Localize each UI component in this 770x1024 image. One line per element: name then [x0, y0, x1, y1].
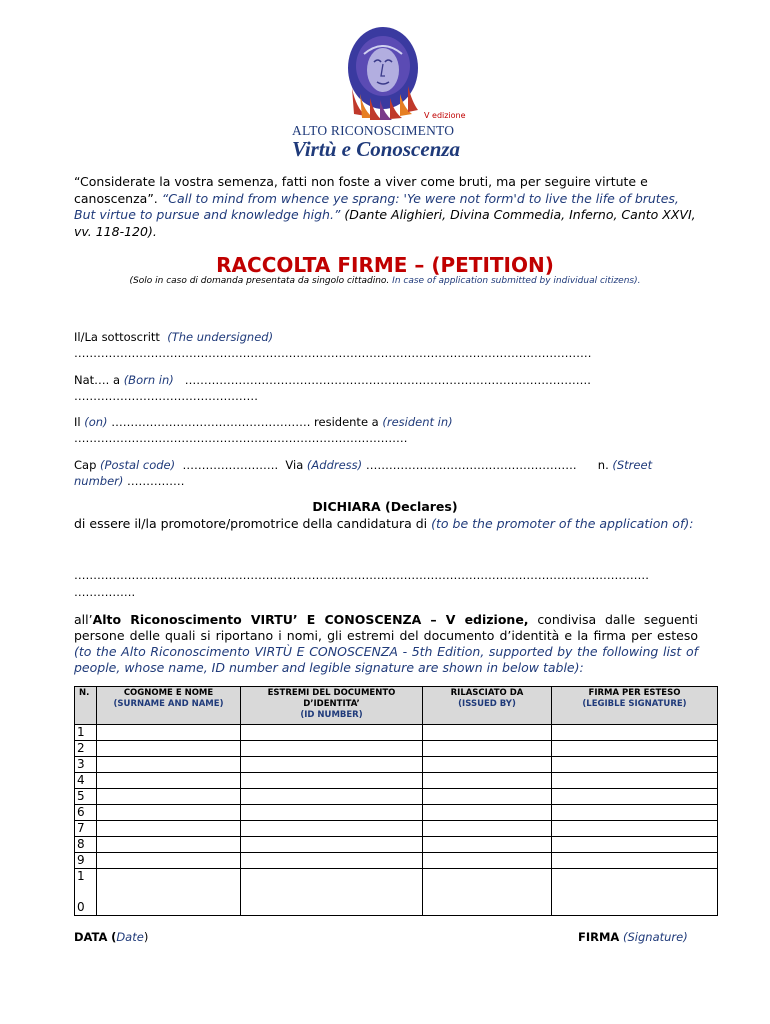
- id-cell[interactable]: [241, 757, 423, 773]
- born-label: Nat…. a: [74, 373, 121, 387]
- issued-by-cell[interactable]: [423, 757, 552, 773]
- via-label: Via: [285, 458, 304, 472]
- declare-italian: di essere il/la promotore/promotrice della candidatura di: [74, 516, 428, 531]
- signature-cell[interactable]: [552, 741, 718, 757]
- signature-cell[interactable]: [552, 805, 718, 821]
- issued-by-cell[interactable]: [423, 853, 552, 869]
- candidate-dots-2: …………….: [74, 585, 136, 599]
- born-dots-2: …………………………………………: [74, 389, 258, 403]
- document-subtitle: [0, 276, 770, 286]
- table-header-row: [75, 687, 718, 725]
- issued-by-cell[interactable]: [423, 821, 552, 837]
- surname-cell[interactable]: [97, 853, 241, 869]
- row-number-top: 1: [77, 869, 85, 883]
- date-en: Date: [116, 930, 144, 944]
- surname-cell[interactable]: [97, 821, 241, 837]
- date-field[interactable]: DATA (Date): [74, 930, 149, 944]
- issued-by-cell[interactable]: [423, 789, 552, 805]
- document-title: RACCOLTA FIRME – (PETITION): [216, 253, 554, 277]
- issued-by-cell[interactable]: [423, 773, 552, 789]
- address-field[interactable]: [74, 457, 704, 489]
- edition-badge: V edizione: [424, 111, 466, 120]
- table-row: [75, 869, 718, 916]
- header-issued-by: RILASCIATO DA (ISSUED BY): [423, 687, 552, 725]
- table-row: [75, 773, 718, 789]
- candidate-field[interactable]: [74, 567, 698, 601]
- row-number: 6: [75, 805, 97, 821]
- sign-label: FIRMA: [578, 930, 620, 944]
- signature-cell[interactable]: [552, 869, 718, 916]
- award-italian: condivisa dalle seguenti persone delle quali si riportano i nomi, gli estremi del documento d’identità e la firma per esteso: [74, 612, 698, 643]
- row-number: 7: [75, 821, 97, 837]
- candidate-dots-1: ……………………………………………………………………………………………………………………………………: [74, 568, 649, 582]
- street-number-dots: ……………: [127, 474, 185, 488]
- dante-quote: [74, 174, 700, 240]
- logo-line-2: Virtù e Conoscenza: [292, 137, 461, 161]
- surname-cell[interactable]: [97, 805, 241, 821]
- issued-by-cell[interactable]: [423, 741, 552, 757]
- signature-cell[interactable]: [552, 757, 718, 773]
- id-cell[interactable]: [241, 725, 423, 741]
- undersigned-en: (The undersigned): [167, 330, 274, 344]
- award-prefix: all’: [74, 612, 93, 627]
- id-cell[interactable]: [241, 805, 423, 821]
- surname-cell[interactable]: [97, 773, 241, 789]
- id-cell[interactable]: [241, 821, 423, 837]
- signature-cell[interactable]: [552, 821, 718, 837]
- surname-cell[interactable]: [97, 725, 241, 741]
- table-row: [75, 837, 718, 853]
- row-number: 4: [75, 773, 97, 789]
- surname-cell[interactable]: [97, 789, 241, 805]
- issued-by-cell[interactable]: [423, 869, 552, 916]
- resident-dots: ……………………………………………………………………………: [74, 431, 408, 445]
- row-number: 5: [75, 789, 97, 805]
- undersigned-dots: ………………………………………………………………………………………………………………………: [74, 346, 592, 360]
- id-cell[interactable]: [241, 773, 423, 789]
- issued-by-cell[interactable]: [423, 805, 552, 821]
- born-dots-1: …………………………………………………………………………………………….: [184, 373, 591, 387]
- table-row: [75, 741, 718, 757]
- surname-cell[interactable]: [97, 741, 241, 757]
- signature-table: [74, 686, 718, 916]
- id-cell[interactable]: [241, 789, 423, 805]
- on-en: (on): [84, 415, 108, 429]
- id-cell[interactable]: [241, 853, 423, 869]
- table-row: [75, 757, 718, 773]
- cap-label: Cap: [74, 458, 97, 472]
- table-row: [75, 789, 718, 805]
- row-number: [75, 869, 97, 916]
- row-number: 2: [75, 741, 97, 757]
- issued-by-cell[interactable]: [423, 725, 552, 741]
- date-label: DATA: [74, 930, 108, 944]
- row-number: 3: [75, 757, 97, 773]
- logo-line-1: ALTO RICONOSCIMENTO: [292, 123, 455, 138]
- date-resident-field[interactable]: [74, 414, 704, 446]
- header-signature: FIRMA PER ESTESO (LEGIBLE SIGNATURE): [552, 687, 718, 725]
- undersigned-label: Il/La sottoscritt: [74, 330, 160, 344]
- table-row: [75, 805, 718, 821]
- header-number: N.: [75, 687, 97, 725]
- quote-english: “Call to mind from whence ye sprang: 'Ye were not form'd to live the life of brutes, But virtue to pursue and knowledge high.”: [74, 190, 679, 222]
- declare-text: [74, 515, 698, 532]
- id-cell[interactable]: [241, 741, 423, 757]
- born-field[interactable]: [74, 372, 704, 404]
- row-number: 9: [75, 853, 97, 869]
- issued-by-cell[interactable]: [423, 837, 552, 853]
- via-dots: ……………………………………………….: [365, 458, 577, 472]
- street-number-en: (Street: [612, 458, 653, 472]
- row-number-bottom: 0: [77, 900, 85, 914]
- cap-dots: …………………….: [182, 458, 279, 472]
- signature-cell[interactable]: [552, 837, 718, 853]
- logo-emblem: [344, 24, 422, 120]
- row-number: 1: [75, 725, 97, 741]
- subtitle-english: In case of application submitted by individual citizens).: [392, 276, 641, 286]
- award-text: [74, 612, 698, 676]
- undersigned-field[interactable]: [74, 329, 704, 361]
- signature-cell[interactable]: [552, 725, 718, 741]
- header-surname: COGNOME E NOME (SURNAME AND NAME): [97, 687, 241, 725]
- quote-source: (Dante Alighieri, Divina Commedia, Inferno, Canto XXVI, vv. 118-120).: [74, 207, 696, 239]
- quote-italian: “Considerate la vostra semenza, fatti non foste a viver come bruti, ma per seguire virtute e canoscenza”.: [74, 174, 648, 206]
- table-row: [75, 725, 718, 741]
- signature-cell[interactable]: [552, 853, 718, 869]
- signature-cell[interactable]: [552, 789, 718, 805]
- resident-en: (resident in): [382, 415, 453, 429]
- award-english: (to the Alto Riconoscimento VIRTÙ E CONOSCENZA - 5th Edition, supported by the following list of people, whose name, ID number and legible signature are shown in below table):: [74, 644, 698, 675]
- row-number: 8: [75, 837, 97, 853]
- declare-english: (to be the promoter of the application of):: [431, 516, 694, 531]
- signature-cell[interactable]: [552, 773, 718, 789]
- id-cell[interactable]: [241, 837, 423, 853]
- id-cell[interactable]: [241, 869, 423, 916]
- street-number-en-2: number): [74, 474, 124, 488]
- award-bold: Alto Riconoscimento VIRTU’ E CONOSCENZA – V edizione,: [92, 612, 529, 627]
- sign-en: (Signature): [623, 930, 688, 944]
- declares-heading: DICHIARA (Declares): [312, 499, 458, 514]
- subtitle-italian: (Solo in caso di domanda presentata da singolo cittadino.: [129, 276, 390, 286]
- resident-label: residente a: [314, 415, 379, 429]
- header-id-document: ESTREMI DEL DOCUMENTO D’IDENTITA’ (ID NUMBER): [241, 687, 423, 725]
- surname-cell[interactable]: [97, 837, 241, 853]
- cap-en: (Postal code): [100, 458, 176, 472]
- via-en: (Address): [306, 458, 363, 472]
- surname-cell[interactable]: [97, 757, 241, 773]
- street-number-label: n.: [597, 458, 609, 472]
- on-label: Il: [74, 415, 81, 429]
- table-row: [75, 821, 718, 837]
- on-dots: …………………………………………….: [111, 415, 311, 429]
- signature-field[interactable]: [578, 930, 688, 944]
- surname-cell[interactable]: [97, 869, 241, 916]
- born-en: (Born in): [123, 373, 174, 387]
- table-row: [75, 853, 718, 869]
